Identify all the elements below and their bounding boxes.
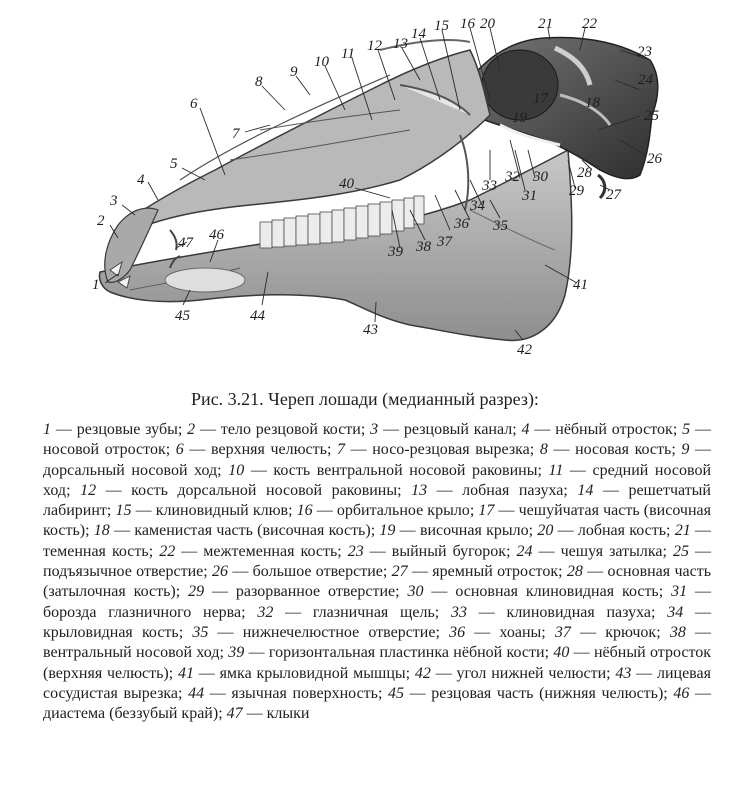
label-27: 27	[606, 187, 621, 203]
legend-text: — орбитальное крыло	[312, 502, 470, 520]
legend-item	[176, 441, 327, 458]
label-24: 24	[638, 72, 653, 88]
legend-text: — чешуя затылка	[532, 542, 663, 560]
legend-text: — нёбный отросток (верхняя челюсть)	[43, 644, 711, 682]
legend-item	[449, 624, 541, 641]
label-40: 40	[339, 176, 354, 192]
legend-item	[228, 644, 544, 661]
legend-number: 22	[159, 542, 176, 560]
legend-item	[540, 441, 671, 458]
legend-number: 33	[451, 603, 467, 621]
legend-text: — крыловидная кость	[43, 603, 712, 641]
upper-canine	[170, 230, 177, 250]
legend-item	[348, 543, 506, 560]
legend-text: — основная часть (затылочная кость)	[43, 563, 711, 601]
legend-text: — основная клиновидная кость	[423, 583, 659, 601]
legend-text: — резцовая часть (нижняя челюсть)	[404, 684, 664, 702]
legend-number: 11	[548, 461, 564, 479]
label-11: 11	[341, 46, 355, 62]
legend-item	[379, 522, 528, 539]
legend-item	[192, 624, 435, 641]
label-22: 22	[582, 16, 597, 32]
label-23: 23	[637, 44, 652, 60]
label-13: 13	[393, 36, 408, 52]
label-36: 36	[454, 216, 469, 232]
legend-text: — лобная кость	[553, 522, 667, 540]
legend-text: — межтеменная кость	[175, 542, 338, 560]
label-38: 38	[416, 239, 431, 255]
label-45: 45	[175, 308, 190, 324]
legend-text: — резцовый канал	[378, 421, 513, 438]
legend-item	[388, 685, 663, 702]
legend-item	[370, 421, 512, 438]
label-26: 26	[647, 151, 662, 167]
legend-number: 1	[43, 421, 51, 438]
label-30: 30	[533, 169, 548, 185]
legend-text: — лобная пазуха	[427, 481, 564, 499]
label-8: 8	[255, 74, 263, 90]
figure-legend: 1 — резцовые зубы; 2 — тело резцовой кости; 3 — резцовый канал; 4 — нёбный отросток; 5 — носовой отросток; 6 — верхняя челюсть; 7 — носо-резцовая вырезка; 8 — носовая кость; 9 — дорсальный носовой ход; 10 — кость вентральной носовой раковины; 11 — средний носовой ход; 12 — кость дорсальной носовой раковины; 13 — лобная пазуха; 14 — решетчатый лабиринт; 15 — клиновидный клюв; 16 — орбитальное крыло; 17 — чешуйчатая часть (височная кость); 18 — каменистая часть (височная кость); 19 — височная крыло; 20 — лобная кость; 21 — теменная кость; 22 — межтеменная кость; 23 — выйный бугорок; 24 — чешуя затылка; 25 — подъязычное отверстие; 26 — большое отверстие; 27 — яремный отросток; 28 — основная часть (затылочная кость); 29 — разорванное отверстие; 30 — основная клиновидная кость; 31 — борозда глазничного нерва; 32 — глазничная щель; 33 — клиновидная пазуха; 34 — крыловидная кость; 35 — нижнечелюстное отверстие; 36 — хоаны; 37 — крючок; 38 — вентральный носовой ход; 39 — горизонтальная пластинка нёбной кости; 40 — нёбный отросток (верхняя челюсть); 41 — ямка крыловидной мышцы; 42 — угол нижней челюсти; 43 — лицевая сосудистая вырезка; 44 — язычная поверхность; 45 — резцовая часть (нижняя челюсть); 46 — диастема (беззубый край); 47 — клыки	[43, 421, 712, 723]
legend-text: — решетчатый лабиринт	[43, 481, 711, 520]
legend-number: 4	[521, 421, 530, 438]
label-20: 20	[480, 16, 495, 32]
legend-number: 15	[115, 502, 132, 520]
label-31: 31	[522, 188, 537, 204]
legend-item	[337, 441, 530, 458]
legend-number: 7	[337, 441, 346, 459]
legend-text: — носовая кость	[547, 441, 672, 459]
legend-item	[159, 543, 337, 560]
legend-number: 21	[674, 522, 691, 540]
legend-item	[257, 604, 434, 621]
legend-text: — верхняя челюсть	[183, 441, 327, 459]
legend-number: 26	[212, 563, 229, 581]
legend-item	[178, 665, 406, 682]
legend-text: — борозда глазничного нерва	[43, 583, 712, 621]
mandible-incisive-part	[165, 268, 245, 292]
legend-item	[228, 462, 537, 479]
skull-figure	[0, 0, 730, 380]
label-28: 28	[577, 165, 592, 181]
label-16: 16	[460, 16, 475, 32]
label-1: 1	[92, 277, 100, 293]
legend-number: 37	[554, 623, 571, 641]
legend-item	[297, 502, 470, 519]
legend-text: — клиновидная пазуха	[467, 603, 652, 621]
legend-number: 20	[537, 522, 554, 540]
legend-item	[80, 482, 397, 499]
legend-item	[212, 563, 383, 580]
label-3: 3	[110, 193, 118, 209]
legend-number: 38	[669, 623, 686, 641]
legend-number: 10	[228, 461, 245, 479]
legend-text: — носовой отросток	[43, 421, 711, 459]
label-18: 18	[585, 95, 600, 111]
legend-number: 16	[296, 502, 313, 520]
legend-item	[555, 624, 656, 641]
legend-number: 43	[615, 664, 632, 682]
label-21: 21	[538, 16, 553, 32]
legend-item	[411, 482, 563, 499]
legend-text: — височная крыло	[395, 522, 529, 540]
legend-number: 6	[175, 441, 184, 459]
label-14: 14	[411, 26, 426, 42]
legend-number: 44	[188, 684, 205, 702]
legend-item	[187, 421, 361, 438]
label-19: 19	[512, 110, 527, 126]
legend-number: 28	[566, 563, 583, 581]
legend-number: 5	[682, 421, 691, 438]
legend-text: — тело резцовой кости	[195, 421, 361, 438]
legend-number: 36	[449, 623, 466, 641]
legend-number: 46	[673, 684, 690, 702]
legend-text: — разорванное отверстие	[204, 583, 396, 601]
legend-text: — дорсальный носовой ход	[43, 441, 712, 479]
legend-text: — каменистая часть (височная кость)	[109, 522, 371, 540]
label-29: 29	[569, 183, 584, 199]
skull-drawing	[0, 0, 730, 380]
legend-item	[392, 563, 558, 580]
label-35: 35	[493, 218, 508, 234]
label-42: 42	[517, 342, 532, 358]
label-25: 25	[644, 108, 659, 124]
legend-text: — подъязычное отверстие	[43, 542, 711, 581]
legend-number: 39	[228, 644, 245, 662]
legend-item	[43, 421, 178, 438]
legend-number: 2	[187, 421, 196, 438]
label-41: 41	[573, 277, 588, 293]
legend-text: — кость дорсальной носовой раковины	[96, 481, 398, 499]
legend-number: 19	[379, 522, 396, 540]
legend-number: 30	[407, 583, 424, 601]
legend-text: — нижнечелюстное отверстие	[208, 623, 436, 641]
legend-text: — вентральный носовой ход	[43, 623, 711, 662]
label-39: 39	[388, 244, 403, 260]
legend-item	[451, 604, 651, 621]
legend-text: — теменная кость	[43, 522, 711, 560]
label-44: 44	[250, 308, 265, 324]
legend-item	[227, 705, 310, 722]
legend-item	[188, 685, 378, 702]
label-43: 43	[363, 322, 378, 338]
legend-text: — язычная поверхность	[204, 684, 378, 702]
label-5: 5	[170, 156, 178, 172]
figure-caption: Рис. 3.21. Череп лошади (медианный разрез):	[191, 389, 539, 409]
legend-number: 8	[539, 441, 548, 459]
legend-text: — кость вентральной носовой раковины	[244, 461, 538, 479]
label-4: 4	[137, 172, 145, 188]
pterygoid-bone	[460, 135, 468, 210]
legend-number: 29	[188, 583, 205, 601]
legend-number: 13	[411, 481, 428, 499]
legend-item	[517, 543, 663, 560]
legend-text: — угол нижней челюсти	[430, 664, 607, 682]
legend-item	[115, 502, 288, 519]
legend-text: — глазничная щель	[273, 603, 435, 621]
legend-number: 27	[391, 563, 408, 581]
legend-text: — яремный отросток	[407, 563, 559, 581]
label-10: 10	[314, 54, 329, 70]
label-15: 15	[434, 18, 449, 34]
label-6: 6	[190, 96, 198, 112]
legend-text: — ямка крыловидной мышцы	[194, 664, 406, 682]
legend-number: 17	[478, 502, 495, 520]
legend-text: — крючок	[570, 623, 657, 641]
legend-item	[537, 522, 666, 539]
label-2: 2	[97, 213, 105, 229]
legend-text: — чешуйчатая часть (височная кость)	[43, 502, 711, 540]
legend-number: 3	[370, 421, 379, 438]
label-7: 7	[232, 126, 240, 142]
label-9: 9	[290, 64, 298, 80]
legend-text: — диастема (беззубый край)	[43, 684, 712, 723]
legend-number: 9	[681, 441, 690, 459]
facial-skull-shape	[115, 50, 490, 232]
legend-text: — резцовые зубы	[51, 421, 178, 438]
legend-number: 42	[414, 664, 431, 682]
label-46: 46	[209, 227, 224, 243]
label-33: 33	[482, 178, 497, 194]
legend-number: 40	[553, 644, 570, 662]
label-12: 12	[367, 38, 382, 54]
legend-item	[522, 421, 673, 438]
label-17: 17	[533, 91, 548, 107]
legend-number: 12	[80, 481, 97, 499]
legend-number: 35	[192, 623, 209, 641]
legend-text: — горизонтальная пластинка нёбной кости	[244, 644, 545, 662]
legend-text: — носо-резцовая вырезка	[345, 441, 530, 459]
label-47: 47	[178, 235, 193, 251]
legend-text: — нёбный отросток	[529, 421, 673, 438]
legend-item	[94, 522, 371, 539]
legend-item	[415, 665, 606, 682]
legend-text: — большое отверстие	[228, 563, 383, 581]
legend-text: — хоаны	[465, 623, 542, 641]
legend-text: — выйный бугорок	[363, 542, 507, 560]
legend-text: — лицевая сосудистая вырезка	[43, 664, 711, 702]
legend-text: — клыки	[242, 705, 310, 723]
legend-number: 31	[671, 583, 688, 601]
legend-number: 41	[178, 664, 194, 682]
legend-item	[408, 583, 659, 600]
legend-number: 25	[672, 542, 689, 560]
legend-text: — средний носовой ход	[43, 461, 711, 499]
label-37: 37	[437, 234, 452, 250]
legend-item	[188, 583, 395, 600]
legend-number: 47	[226, 705, 243, 723]
label-34: 34	[470, 198, 485, 214]
legend-text: — клиновидный клюв	[131, 502, 289, 520]
legend-number: 34	[667, 603, 684, 621]
legend-number: 32	[257, 603, 274, 621]
label-32: 32	[505, 169, 520, 185]
legend-number: 23	[347, 542, 364, 560]
legend-number: 45	[388, 684, 405, 702]
legend-number: 14	[577, 481, 594, 499]
legend-number: 24	[516, 542, 533, 560]
legend-number: 18	[93, 522, 110, 540]
